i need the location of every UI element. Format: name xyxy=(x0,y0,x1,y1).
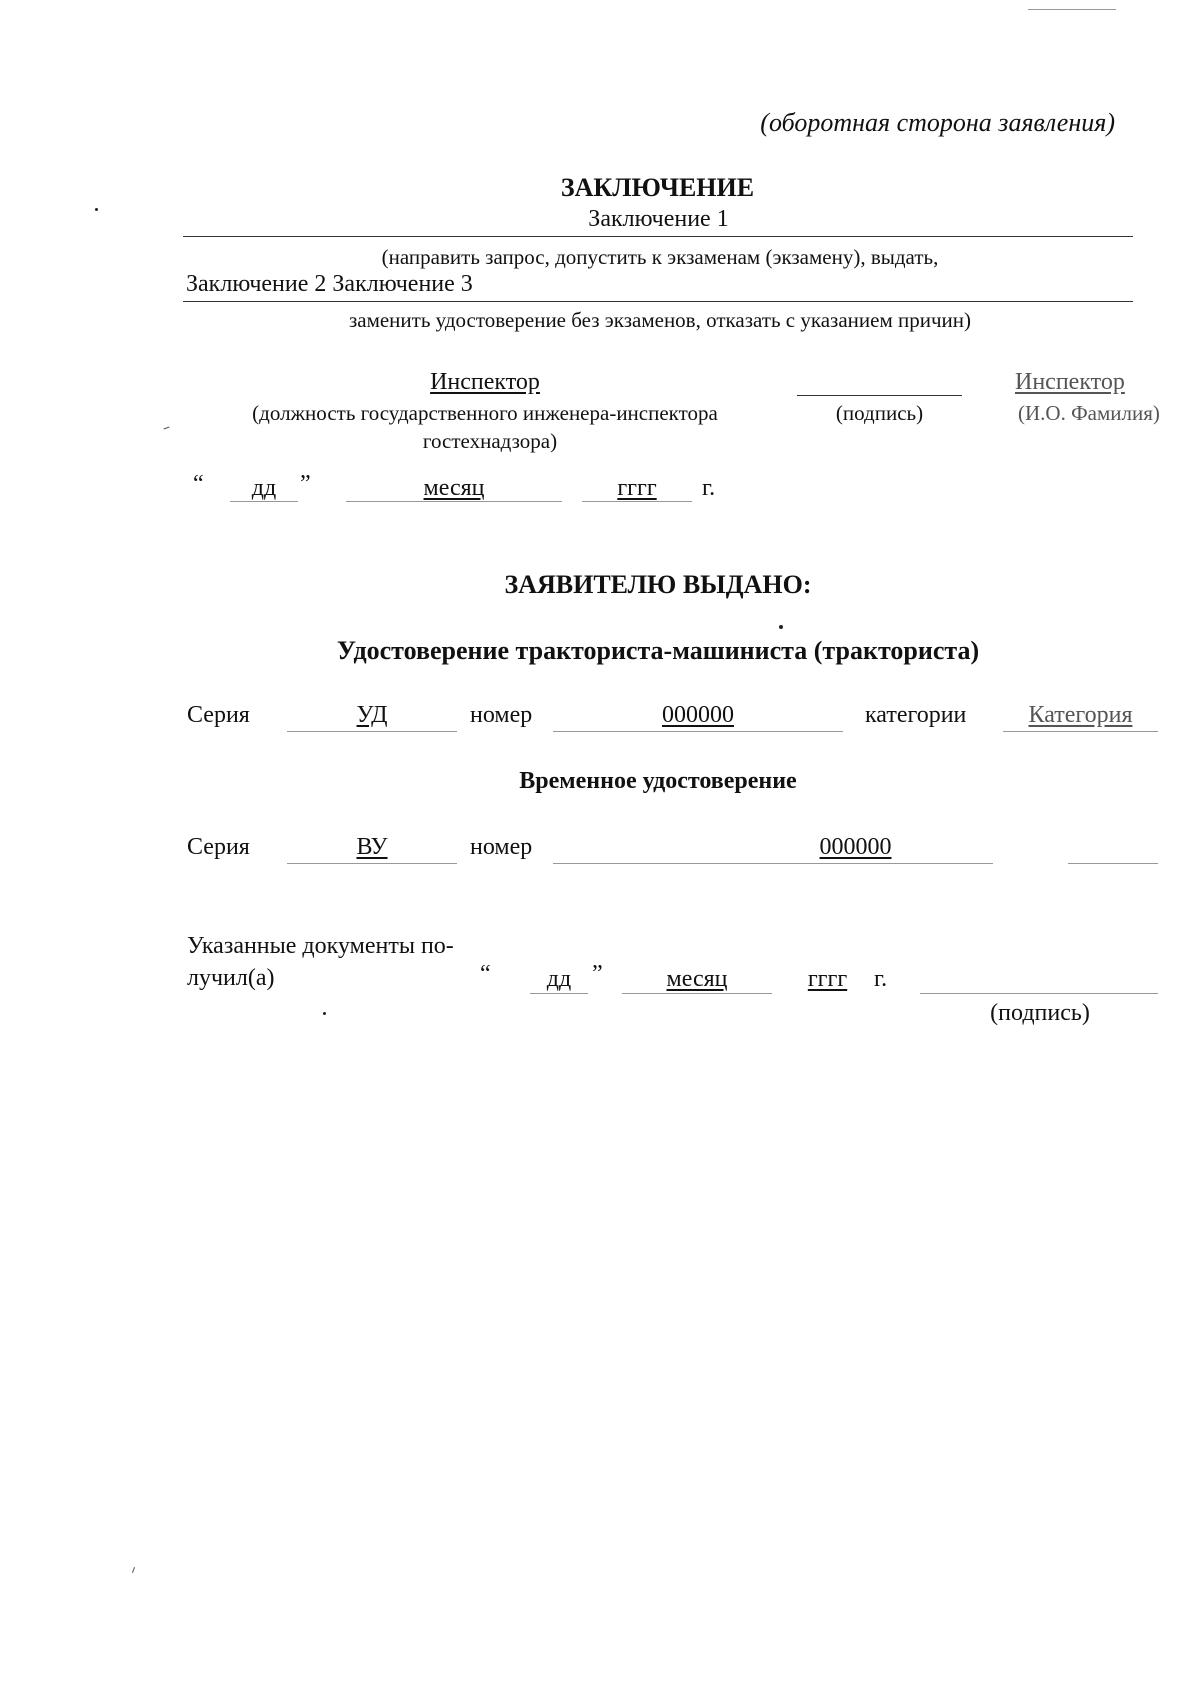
received-signature-line xyxy=(920,993,1158,994)
date-1-year-line xyxy=(582,501,692,502)
received-signature-hint: (подпись) xyxy=(990,1000,1090,1026)
inspector-position-hint-1: (должность государственного инженера-инспектора xyxy=(252,401,718,425)
category-line xyxy=(1003,731,1158,732)
series-label: Серия xyxy=(187,702,250,728)
temp-number-label: номер xyxy=(470,834,533,860)
received-label-line-1: Указанные документы по- xyxy=(187,933,454,959)
scan-artifact-tick xyxy=(132,1567,135,1573)
received-month: месяц xyxy=(666,966,728,992)
conclusion-hint-1: (направить запрос, допустить к экзаменам (экзамену), выдать, xyxy=(381,245,939,269)
category-value: Категория xyxy=(1028,702,1133,728)
conclusion-value-1: Заключение 1 xyxy=(588,206,729,232)
date-1-year: гггг xyxy=(617,475,657,501)
scan-artifact-dot xyxy=(779,625,783,629)
inspector-signature-hint: (подпись) xyxy=(835,401,924,425)
scan-artifact-line xyxy=(1028,9,1116,10)
received-open-quote: “ xyxy=(480,961,491,987)
date-1-day-line xyxy=(230,501,298,502)
scan-artifact-dot xyxy=(323,1012,326,1015)
received-label-line-2: лучил(а) xyxy=(187,965,275,991)
temp-number-line-end xyxy=(1068,863,1158,864)
temp-number-line xyxy=(553,863,993,864)
conclusion-title: ЗАКЛЮЧЕНИЕ xyxy=(560,173,755,202)
inspector-name-value: Инспектор xyxy=(1015,369,1125,395)
received-day-line xyxy=(530,993,588,994)
conclusion-line-1 xyxy=(183,236,1133,237)
date-1-month: месяц xyxy=(423,475,485,501)
date-1-close-quote: ” xyxy=(300,471,311,497)
temp-number-value: 000000 xyxy=(819,834,892,860)
inspector-name-hint: (И.О. Фамилия) xyxy=(1018,401,1160,425)
number-value: 000000 xyxy=(662,702,734,728)
temp-series-line xyxy=(287,863,457,864)
received-year-suffix: г. xyxy=(874,966,888,992)
date-1-day: дд xyxy=(251,475,277,501)
conclusion-hint-2: заменить удостоверение без экзаменов, отказать с указанием причин) xyxy=(348,308,972,332)
series-line xyxy=(287,731,457,732)
received-month-line xyxy=(622,993,772,994)
received-day: дд xyxy=(546,966,572,992)
temp-license-title: Временное удостоверение xyxy=(519,768,797,794)
inspector-signature-line xyxy=(797,395,962,396)
scan-artifact-tick xyxy=(164,427,170,430)
date-1-open-quote: “ xyxy=(193,471,204,497)
category-label: категории xyxy=(865,702,967,728)
license-title: Удостоверение тракториста-машиниста (тракториста) xyxy=(336,636,980,665)
received-year: гггг xyxy=(807,966,848,992)
back-side-note: (оборотная сторона заявления) xyxy=(760,108,1115,137)
received-close-quote: ” xyxy=(592,961,603,987)
inspector-position-value: Инспектор xyxy=(430,369,540,395)
conclusion-value-2: Заключение 2 Заключение 3 xyxy=(186,271,473,297)
inspector-position-hint-2: гостехнадзора) xyxy=(422,429,558,453)
issued-title: ЗАЯВИТЕЛЮ ВЫДАНО: xyxy=(504,570,812,599)
number-label: номер xyxy=(470,702,533,728)
temp-series-label: Серия xyxy=(187,834,250,860)
conclusion-line-2 xyxy=(183,301,1133,302)
series-value: УД xyxy=(356,702,388,728)
number-line xyxy=(553,731,843,732)
temp-series-value: ВУ xyxy=(356,834,388,860)
date-1-year-suffix: г. xyxy=(702,475,716,501)
date-1-month-line xyxy=(346,501,562,502)
